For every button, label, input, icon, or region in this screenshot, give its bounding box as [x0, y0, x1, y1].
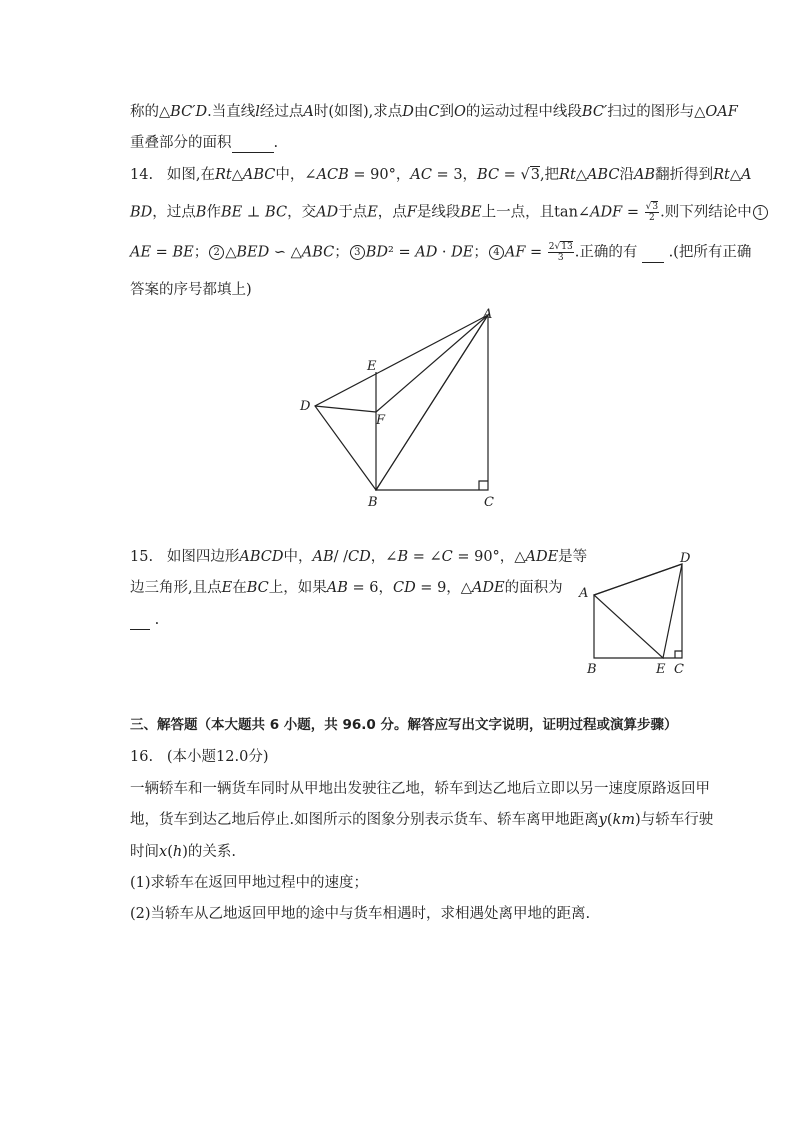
- text: 称的: [130, 104, 159, 120]
- right-angle-mark: [479, 481, 488, 490]
- math: ADE: [471, 580, 505, 596]
- math: AB: [326, 580, 348, 596]
- q16-paragraph-3: [130, 842, 236, 862]
- text: 扫过的图形与: [607, 104, 695, 120]
- math: ADF: [590, 204, 623, 221]
- q15-line-3: [130, 610, 159, 630]
- math: BE: [220, 204, 243, 221]
- circled-number: 1: [753, 205, 768, 220]
- text: 到: [439, 104, 455, 120]
- text: 96.0: [342, 717, 376, 733]
- math: AB: [633, 167, 656, 183]
- text: )的关系.: [182, 844, 236, 860]
- text: ⊥: [242, 204, 266, 221]
- answer-blank[interactable]: [232, 138, 274, 153]
- q14-line-2: [130, 202, 769, 223]
- math: BED: [236, 244, 270, 261]
- text: 在: [232, 580, 247, 596]
- math: BE: [460, 204, 482, 221]
- text: = 90°，: [452, 549, 515, 565]
- math: 2: [648, 213, 655, 223]
- circled-number: 2: [209, 245, 224, 260]
- math: C: [428, 104, 440, 120]
- text: ∽ △: [269, 244, 302, 261]
- text: .当直线: [207, 104, 256, 120]
- text: =: [622, 204, 644, 221]
- text: (: [167, 844, 173, 860]
- q14-line-3: [130, 242, 751, 263]
- math: Rt: [215, 167, 232, 183]
- text: 时间: [130, 844, 159, 860]
- q16-subquestion-1: (1)求轿车在返回甲地过程中的速度；: [130, 875, 369, 891]
- answer-blank[interactable]: [130, 615, 150, 630]
- text: = 9，: [415, 580, 461, 596]
- text: 中，∠: [275, 167, 317, 183]
- math: O: [454, 104, 466, 120]
- q15-line-2: [130, 578, 563, 598]
- circled-number: 4: [489, 245, 504, 260]
- text: =: [151, 244, 173, 261]
- q16-paragraph-1: 一辆轿车和一辆货车同时从甲地出发驶往乙地，轿车到达乙地后立即以另一速度原路返回甲: [130, 781, 710, 797]
- math: BC: [246, 580, 269, 596]
- text: △: [460, 580, 472, 596]
- math: BC′D: [170, 104, 208, 120]
- text: (: [606, 812, 613, 828]
- text: .正确的有: [574, 244, 638, 261]
- label-e: E: [656, 662, 666, 677]
- math: AC: [410, 167, 432, 183]
- text: ；: [193, 244, 209, 261]
- text: 三、解答题（本大题共: [130, 717, 270, 733]
- math: ABCD: [239, 549, 284, 565]
- text: 是等: [558, 549, 588, 565]
- section-heading: [130, 715, 678, 735]
- triangle-abd: [315, 315, 488, 490]
- math: 2: [548, 242, 555, 252]
- text: ，交: [287, 204, 317, 221]
- math: E: [367, 204, 378, 221]
- text: △: [159, 104, 171, 120]
- text: .: [154, 612, 160, 628]
- text: / /: [333, 549, 349, 565]
- math: BC′: [581, 104, 608, 120]
- text: 小题，共: [279, 717, 343, 733]
- question-number: 14.: [130, 167, 154, 183]
- text: .(把所有正确: [668, 244, 752, 261]
- text: 的面积为: [504, 580, 563, 596]
- text: ·: [437, 244, 452, 261]
- text: .: [273, 135, 279, 151]
- math: BE: [172, 244, 194, 261]
- text: ；: [473, 244, 488, 261]
- text: ² =: [388, 244, 416, 261]
- math: BD: [130, 204, 153, 221]
- segment-df: [315, 406, 376, 412]
- math: C: [441, 549, 453, 565]
- math: km: [612, 812, 636, 828]
- math: A: [303, 104, 314, 120]
- label-b: B: [587, 662, 597, 677]
- text: .则下列结论中: [660, 204, 752, 221]
- math: CD: [392, 580, 416, 596]
- math: AE: [130, 244, 152, 261]
- q13-line-2: [130, 133, 278, 153]
- math: ABC: [301, 244, 335, 261]
- label-c: C: [674, 662, 684, 677]
- text: △: [729, 167, 741, 183]
- text: 经过点: [259, 104, 304, 120]
- text: 地，货车到达乙地后停止.如图所示的图象分别表示货车、轿车离甲地距离: [130, 812, 599, 828]
- text: ，过点: [152, 204, 196, 221]
- math: 3: [652, 202, 659, 212]
- math: E: [221, 580, 233, 596]
- question-number: 15.: [130, 549, 154, 565]
- math: A: [741, 167, 752, 183]
- q15-geometry-figure: [575, 545, 700, 680]
- text: 于点: [338, 204, 368, 221]
- math: Rt: [713, 167, 730, 183]
- math: F: [406, 204, 417, 221]
- q16-subquestion-2: (2)当轿车从乙地返回甲地的途中与货车相遇时，求相遇处离甲地的距离.: [130, 906, 591, 922]
- q14-geometry-figure: [290, 300, 510, 515]
- math: BD: [365, 244, 389, 261]
- q16-paragraph-2: [130, 810, 713, 830]
- question-number: 16.: [130, 749, 154, 765]
- text: △: [231, 167, 243, 183]
- text: 重叠部分的面积: [130, 135, 232, 151]
- text: 是线段: [416, 204, 461, 221]
- text: 翻折得到: [655, 167, 714, 183]
- math: ABC: [586, 167, 620, 183]
- text: ，点: [377, 204, 407, 221]
- text: 中，: [283, 549, 313, 565]
- answer-blank[interactable]: [642, 248, 664, 263]
- text: ，∠: [370, 549, 398, 565]
- math: ABC: [242, 167, 276, 183]
- q16-header: [130, 747, 269, 767]
- text: 分。解答应写出文字说明，证明过程或演算步骤）: [375, 717, 678, 733]
- label-d: D: [300, 399, 311, 414]
- math: BC: [265, 204, 288, 221]
- right-angle-mark: [675, 651, 682, 658]
- math: CD: [348, 549, 371, 565]
- text: ,把: [539, 167, 560, 183]
- q13-line-1: [130, 102, 738, 122]
- math: D: [402, 104, 414, 120]
- text: 上一点，且tan∠: [481, 204, 591, 221]
- text: =: [499, 167, 521, 183]
- text: 沿: [619, 167, 634, 183]
- text: 如图四边形: [166, 549, 240, 565]
- text: = 90°，: [348, 167, 411, 183]
- label-c: C: [484, 495, 494, 510]
- math: AB: [312, 549, 334, 565]
- math: 3: [530, 167, 540, 183]
- text: 的运动过程中线段: [465, 104, 582, 120]
- text: 如图,在: [166, 167, 215, 183]
- text: △: [514, 549, 526, 565]
- label-d: D: [680, 551, 691, 566]
- math: 3: [557, 253, 564, 263]
- triangle-ade: [594, 564, 682, 658]
- math: ADE: [525, 549, 559, 565]
- label-e: E: [367, 359, 377, 374]
- math: Rt: [559, 167, 576, 183]
- text: △: [225, 244, 237, 261]
- text: 边三角形,且点: [130, 580, 222, 596]
- text: △: [575, 167, 587, 183]
- text: 时(如图),求点: [313, 104, 403, 120]
- math: h: [172, 844, 183, 860]
- math: OAF: [705, 104, 738, 120]
- label-a: A: [483, 307, 493, 322]
- math: B: [397, 549, 409, 565]
- math: y: [598, 812, 607, 828]
- q14-line-4: 答案的序号都填上): [130, 282, 252, 298]
- label-b: B: [368, 495, 378, 510]
- q14-line-1: 14. 如图,在Rt△ABC中，∠ACB = 90°，AC = 3，BC = √3,把Rt△ABC沿AB翻折得到Rt△A: [130, 167, 752, 183]
- quadrilateral-sides: [594, 564, 682, 658]
- math: AD: [415, 244, 438, 261]
- math: B: [195, 204, 207, 221]
- text: )与轿车行驶: [635, 812, 714, 828]
- text: 作: [206, 204, 221, 221]
- score-note: (本小题12.0分): [166, 749, 269, 765]
- text: ；: [334, 244, 349, 261]
- math: AD: [316, 204, 339, 221]
- circled-number: 3: [350, 245, 365, 260]
- label-f: F: [376, 413, 386, 428]
- text: 上，如果: [268, 580, 327, 596]
- math: x: [159, 844, 168, 860]
- text: =: [525, 244, 547, 261]
- math: l: [255, 104, 260, 120]
- math: 13: [561, 242, 573, 252]
- text: = ∠: [408, 549, 442, 565]
- q15-line-1: [130, 547, 587, 567]
- segment-fa: [376, 315, 488, 412]
- math: AF: [504, 244, 526, 261]
- label-a: A: [579, 586, 589, 601]
- math: BC: [477, 167, 500, 183]
- math: DE: [451, 244, 474, 261]
- text: △: [694, 104, 706, 120]
- text: 由: [413, 104, 429, 120]
- fraction: $\frac{√3}{2}$: [645, 202, 659, 223]
- math: ACB: [316, 167, 349, 183]
- text: 6: [269, 717, 280, 733]
- text: = 3，: [431, 167, 478, 183]
- fraction: $\frac{2√13}{3}$: [548, 242, 573, 263]
- text: = 6，: [347, 580, 393, 596]
